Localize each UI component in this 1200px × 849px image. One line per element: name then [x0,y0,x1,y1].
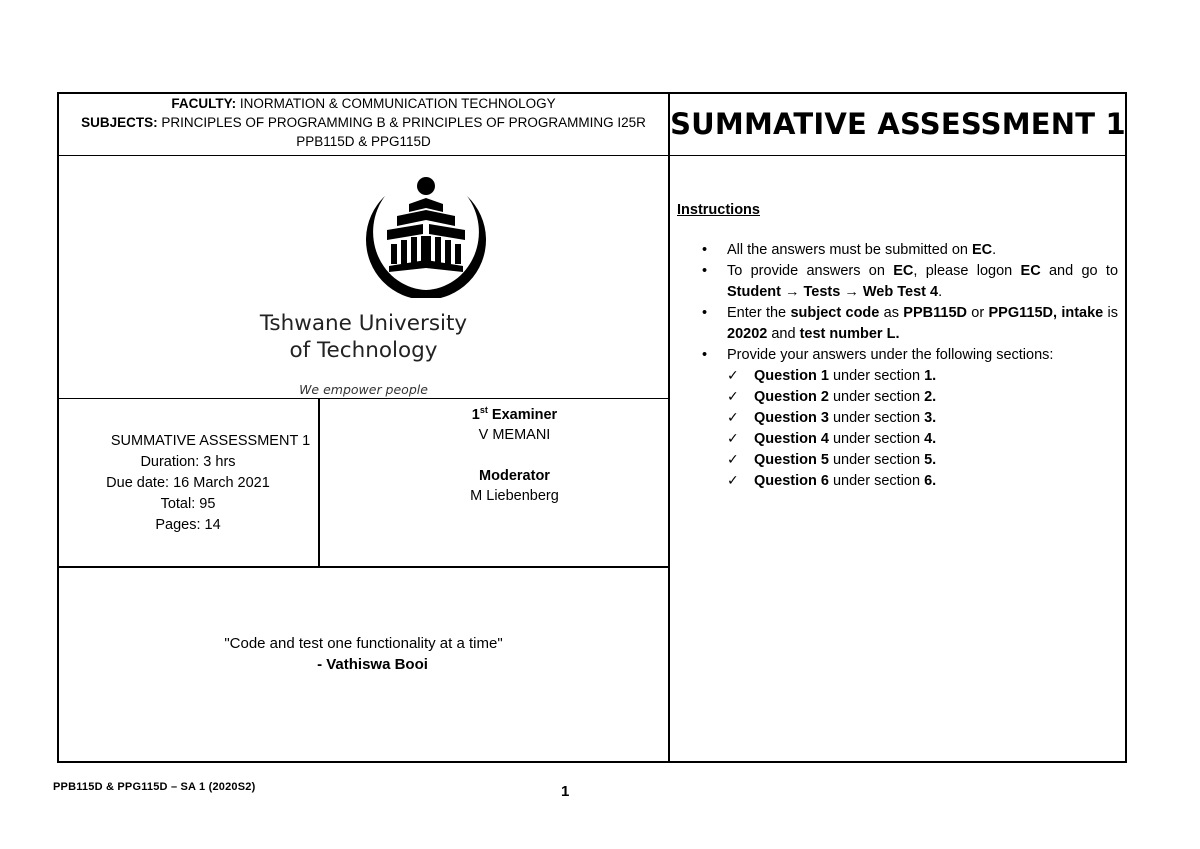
checkmark-icon: ✓ [727,389,739,405]
section-checklist-item: ✓ Question 4 under section 4. [700,429,1118,450]
faculty-label: FACULTY: [171,96,237,111]
subjects-value: PRINCIPLES OF PROGRAMMING B & PRINCIPLES OF PROGRAMMING I25R [157,115,646,130]
instructions-cell [670,156,1126,762]
header-course-info [58,93,669,156]
instructions-list [700,240,1118,492]
instructions-title: Instructions [677,202,760,218]
section-checklist-wrapper [700,366,1118,492]
section-checklist-item: ✓ Question 6 under section 6. [700,471,1118,492]
faculty-line [58,94,669,113]
instruction-item: • All the answers must be submitted on EC. [702,242,997,258]
page-number: 1 [561,783,570,800]
moderator-label: Moderator [479,467,550,484]
university-logo-cell [58,156,669,398]
quote-text: "Code and test one functionality at a time" [224,635,503,652]
moderator-name: M Liebenberg [470,487,559,504]
examiners-cell [320,399,669,566]
section-checklist-item: ✓ Question 5 under section 5. [700,450,1118,471]
section-checklist [700,366,1118,492]
checkmark-icon: ✓ [727,368,739,384]
section-checklist-item: ✓ Question 1 under section 1. [700,366,1118,387]
assessment-info-cell [58,399,318,566]
section-checklist-item: ✓ Question 2 under section 2. [700,387,1118,408]
university-name-line1: Tshwane University [259,311,468,336]
university-name-line2: of Technology [289,338,438,363]
university-tagline: We empower people [299,382,428,397]
quote-author: - Vathiswa Booi [317,656,428,673]
assessment-pages: Pages: 14 [155,517,221,533]
checkmark-icon: ✓ [727,452,739,468]
tut-logo-icon [357,174,495,298]
subjects-label: SUBJECTS: [81,115,158,130]
checkmark-icon: ✓ [727,431,739,447]
instruction-item: • Enter the subject code as PPB115D or PPG115D, intake is 20202 and test number L. [702,305,1119,342]
assessment-info-title: SUMMATIVE ASSESSMENT 1 [110,433,311,449]
assessment-total: Total: 95 [160,496,216,512]
quote-cell [58,567,669,762]
checkmark-icon: ✓ [727,410,739,426]
instruction-item: • To provide answers on EC, please logon EC and go to Student → Tests → Web Test 4. [702,263,1119,300]
university-name [58,310,669,364]
page-title: SUMMATIVE ASSESSMENT 1 [670,107,1126,141]
subject-codes: PPB115D & PPG115D [296,134,431,149]
first-examiner-name: V MEMANI [478,426,551,443]
subjects-line [58,113,669,132]
assessment-duration: Duration: 3 hrs [140,454,236,470]
section-checklist-item: ✓ Question 3 under section 3. [700,408,1118,429]
faculty-value: INORMATION & COMMUNICATION TECHNOLOGY [236,96,556,111]
instruction-item: • Provide your answers under the following sections: [702,347,1054,363]
checkmark-icon: ✓ [727,473,739,489]
footer-course-ref: PPB115D & PPG115D – SA 1 (2020S2) [53,781,256,793]
assessment-due-date: Due date: 16 March 2021 [106,475,270,491]
first-examiner-label: 1st Examiner [471,405,558,423]
